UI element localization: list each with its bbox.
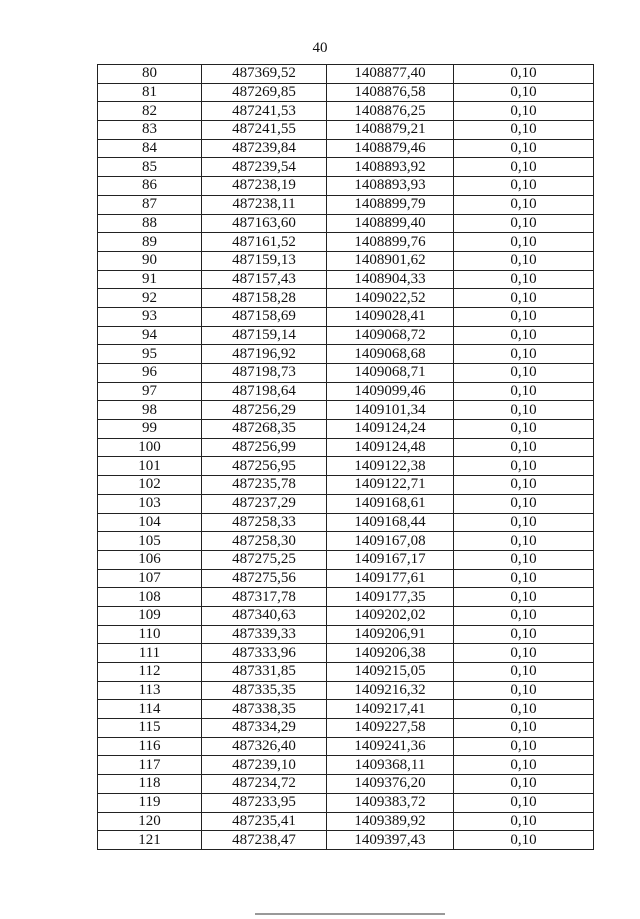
point-number-cell: 94 [98,326,202,345]
error-cell: 0,10 [454,532,594,551]
x-coordinate-cell: 487241,53 [202,102,327,121]
table-row [98,775,594,794]
point-number-cell: 82 [98,102,202,121]
x-coordinate-cell: 487158,28 [202,289,327,308]
table-row [98,307,594,326]
point-number-cell: 119 [98,793,202,812]
x-coordinate-cell: 487239,54 [202,158,327,177]
error-cell: 0,10 [454,121,594,140]
x-coordinate-cell: 487334,29 [202,719,327,738]
error-cell: 0,10 [454,606,594,625]
table-row [98,756,594,775]
x-coordinate-cell: 487340,63 [202,606,327,625]
y-coordinate-cell: 1409202,02 [327,606,454,625]
x-coordinate-cell: 487238,11 [202,195,327,214]
error-cell: 0,10 [454,401,594,420]
y-coordinate-cell: 1409068,71 [327,364,454,383]
point-number-cell: 106 [98,550,202,569]
x-coordinate-cell: 487196,92 [202,345,327,364]
y-coordinate-cell: 1409167,17 [327,550,454,569]
point-number-cell: 107 [98,569,202,588]
y-coordinate-cell: 1408876,58 [327,83,454,102]
error-cell: 0,10 [454,65,594,84]
table-row [98,195,594,214]
table-row [98,644,594,663]
point-number-cell: 109 [98,606,202,625]
point-number-cell: 86 [98,177,202,196]
point-number-cell: 102 [98,476,202,495]
x-coordinate-cell: 487239,10 [202,756,327,775]
table-row [98,233,594,252]
error-cell: 0,10 [454,831,594,850]
table-row [98,550,594,569]
point-number-cell: 112 [98,663,202,682]
table-row [98,438,594,457]
error-cell: 0,10 [454,139,594,158]
point-number-cell: 114 [98,700,202,719]
y-coordinate-cell: 1409167,08 [327,532,454,551]
x-coordinate-cell: 487161,52 [202,233,327,252]
x-coordinate-cell: 487338,35 [202,700,327,719]
x-coordinate-cell: 487333,96 [202,644,327,663]
table-row [98,139,594,158]
x-coordinate-cell: 487326,40 [202,737,327,756]
point-number-cell: 92 [98,289,202,308]
table-row [98,663,594,682]
x-coordinate-cell: 487235,41 [202,812,327,831]
error-cell: 0,10 [454,550,594,569]
y-coordinate-cell: 1409368,11 [327,756,454,775]
y-coordinate-cell: 1408879,46 [327,139,454,158]
table-row [98,812,594,831]
point-number-cell: 108 [98,588,202,607]
point-number-cell: 111 [98,644,202,663]
point-number-cell: 84 [98,139,202,158]
y-coordinate-cell: 1408899,79 [327,195,454,214]
point-number-cell: 95 [98,345,202,364]
point-number-cell: 105 [98,532,202,551]
error-cell: 0,10 [454,775,594,794]
x-coordinate-cell: 487238,47 [202,831,327,850]
y-coordinate-cell: 1409022,52 [327,289,454,308]
point-number-cell: 120 [98,812,202,831]
table-row [98,700,594,719]
error-cell: 0,10 [454,569,594,588]
point-number-cell: 117 [98,756,202,775]
y-coordinate-cell: 1409376,20 [327,775,454,794]
x-coordinate-cell: 487331,85 [202,663,327,682]
y-coordinate-cell: 1409124,48 [327,438,454,457]
table-row [98,289,594,308]
error-cell: 0,10 [454,737,594,756]
table-row [98,326,594,345]
table-row [98,494,594,513]
table-row [98,382,594,401]
point-number-cell: 89 [98,233,202,252]
error-cell: 0,10 [454,457,594,476]
y-coordinate-cell: 1408876,25 [327,102,454,121]
y-coordinate-cell: 1409099,46 [327,382,454,401]
point-number-cell: 100 [98,438,202,457]
point-number-cell: 90 [98,251,202,270]
x-coordinate-cell: 487233,95 [202,793,327,812]
error-cell: 0,10 [454,700,594,719]
x-coordinate-cell: 487159,13 [202,251,327,270]
table-row [98,121,594,140]
y-coordinate-cell: 1408901,62 [327,251,454,270]
y-coordinate-cell: 1409068,72 [327,326,454,345]
point-number-cell: 96 [98,364,202,383]
y-coordinate-cell: 1409241,36 [327,737,454,756]
x-coordinate-cell: 487239,84 [202,139,327,158]
error-cell: 0,10 [454,102,594,121]
y-coordinate-cell: 1408893,92 [327,158,454,177]
table-row [98,606,594,625]
table-row [98,364,594,383]
error-cell: 0,10 [454,420,594,439]
table-row [98,420,594,439]
x-coordinate-cell: 487256,95 [202,457,327,476]
table-row [98,719,594,738]
error-cell: 0,10 [454,326,594,345]
error-cell: 0,10 [454,307,594,326]
error-cell: 0,10 [454,83,594,102]
point-number-cell: 118 [98,775,202,794]
y-coordinate-cell: 1408904,33 [327,270,454,289]
error-cell: 0,10 [454,756,594,775]
page-number: 40 [312,40,328,56]
x-coordinate-cell: 487158,69 [202,307,327,326]
x-coordinate-cell: 487198,73 [202,364,327,383]
error-cell: 0,10 [454,289,594,308]
error-cell: 0,10 [454,270,594,289]
table-row [98,177,594,196]
x-coordinate-cell: 487317,78 [202,588,327,607]
point-number-cell: 101 [98,457,202,476]
y-coordinate-cell: 1409389,92 [327,812,454,831]
x-coordinate-cell: 487159,14 [202,326,327,345]
table-row [98,625,594,644]
x-coordinate-cell: 487269,85 [202,83,327,102]
point-number-cell: 103 [98,494,202,513]
y-coordinate-cell: 1409124,24 [327,420,454,439]
y-coordinate-cell: 1408879,21 [327,121,454,140]
table-row [98,214,594,233]
y-coordinate-cell: 1409122,71 [327,476,454,495]
x-coordinate-cell: 487238,19 [202,177,327,196]
y-coordinate-cell: 1409216,32 [327,681,454,700]
table-row [98,83,594,102]
table-row [98,513,594,532]
x-coordinate-cell: 487258,33 [202,513,327,532]
y-coordinate-cell: 1409101,34 [327,401,454,420]
error-cell: 0,10 [454,158,594,177]
table-row [98,737,594,756]
point-number-cell: 110 [98,625,202,644]
x-coordinate-cell: 487241,55 [202,121,327,140]
y-coordinate-cell: 1409168,44 [327,513,454,532]
error-cell: 0,10 [454,233,594,252]
error-cell: 0,10 [454,177,594,196]
table-row [98,158,594,177]
error-cell: 0,10 [454,719,594,738]
y-coordinate-cell: 1409215,05 [327,663,454,682]
scan-artifact-line [255,913,445,915]
x-coordinate-cell: 487256,29 [202,401,327,420]
table-row [98,588,594,607]
y-coordinate-cell: 1409383,72 [327,793,454,812]
x-coordinate-cell: 487335,35 [202,681,327,700]
x-coordinate-cell: 487163,60 [202,214,327,233]
error-cell: 0,10 [454,251,594,270]
table-row [98,251,594,270]
point-number-cell: 87 [98,195,202,214]
table-row [98,569,594,588]
table-row [98,345,594,364]
error-cell: 0,10 [454,663,594,682]
x-coordinate-cell: 487258,30 [202,532,327,551]
error-cell: 0,10 [454,494,594,513]
error-cell: 0,10 [454,364,594,383]
x-coordinate-cell: 487237,29 [202,494,327,513]
point-number-cell: 85 [98,158,202,177]
point-number-cell: 80 [98,65,202,84]
y-coordinate-cell: 1409217,41 [327,700,454,719]
y-coordinate-cell: 1408899,76 [327,233,454,252]
y-coordinate-cell: 1408877,40 [327,65,454,84]
error-cell: 0,10 [454,588,594,607]
point-number-cell: 98 [98,401,202,420]
y-coordinate-cell: 1409206,38 [327,644,454,663]
table-row [98,532,594,551]
error-cell: 0,10 [454,513,594,532]
table-row [98,401,594,420]
x-coordinate-cell: 487198,64 [202,382,327,401]
y-coordinate-cell: 1409028,41 [327,307,454,326]
y-coordinate-cell: 1409397,43 [327,831,454,850]
x-coordinate-cell: 487234,72 [202,775,327,794]
error-cell: 0,10 [454,793,594,812]
x-coordinate-cell: 487275,56 [202,569,327,588]
error-cell: 0,10 [454,644,594,663]
coordinates-table [97,64,594,850]
error-cell: 0,10 [454,438,594,457]
point-number-cell: 113 [98,681,202,700]
x-coordinate-cell: 487235,78 [202,476,327,495]
point-number-cell: 104 [98,513,202,532]
error-cell: 0,10 [454,214,594,233]
table-row [98,102,594,121]
error-cell: 0,10 [454,345,594,364]
y-coordinate-cell: 1409206,91 [327,625,454,644]
y-coordinate-cell: 1408893,93 [327,177,454,196]
error-cell: 0,10 [454,195,594,214]
point-number-cell: 81 [98,83,202,102]
error-cell: 0,10 [454,625,594,644]
point-number-cell: 83 [98,121,202,140]
error-cell: 0,10 [454,812,594,831]
point-number-cell: 93 [98,307,202,326]
y-coordinate-cell: 1409168,61 [327,494,454,513]
x-coordinate-cell: 487339,33 [202,625,327,644]
table-row [98,270,594,289]
table-row [98,831,594,850]
point-number-cell: 97 [98,382,202,401]
table-row [98,65,594,84]
point-number-cell: 99 [98,420,202,439]
point-number-cell: 116 [98,737,202,756]
point-number-cell: 88 [98,214,202,233]
x-coordinate-cell: 487369,52 [202,65,327,84]
x-coordinate-cell: 487157,43 [202,270,327,289]
y-coordinate-cell: 1409227,58 [327,719,454,738]
table-row [98,457,594,476]
point-number-cell: 121 [98,831,202,850]
table-row [98,793,594,812]
y-coordinate-cell: 1408899,40 [327,214,454,233]
x-coordinate-cell: 487268,35 [202,420,327,439]
y-coordinate-cell: 1409177,61 [327,569,454,588]
error-cell: 0,10 [454,476,594,495]
table-row [98,681,594,700]
y-coordinate-cell: 1409177,35 [327,588,454,607]
table-row [98,476,594,495]
point-number-cell: 91 [98,270,202,289]
y-coordinate-cell: 1409068,68 [327,345,454,364]
coordinates-table-body [98,65,594,850]
error-cell: 0,10 [454,681,594,700]
x-coordinate-cell: 487256,99 [202,438,327,457]
point-number-cell: 115 [98,719,202,738]
y-coordinate-cell: 1409122,38 [327,457,454,476]
error-cell: 0,10 [454,382,594,401]
x-coordinate-cell: 487275,25 [202,550,327,569]
